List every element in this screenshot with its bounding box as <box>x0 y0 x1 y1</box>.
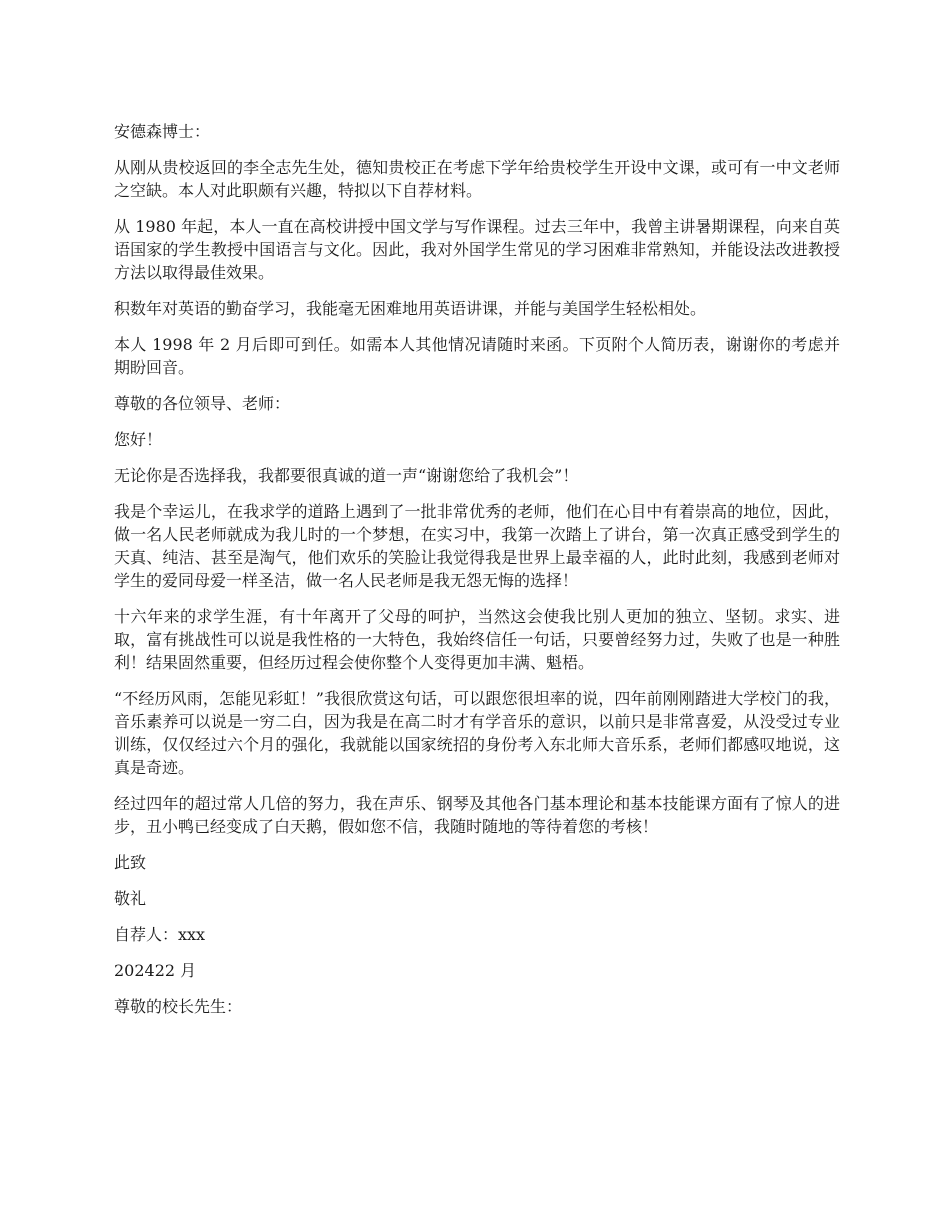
paragraph-intro: 从刚从贵校返回的李全志先生处，德知贵校正在考虑下学年给贵校学生开设中文课，或可有一中文老师之空缺。本人对此职颇有兴趣，特拟以下自荐材料。 <box>114 158 840 200</box>
paragraph-progress: 经过四年的超过常人几倍的努力，我在声乐、钢琴及其他各门基本理论和基本技能课方面有了惊人的进步，丑小鸭已经变成了白天鹅，假如您不信，我随时随地的等待着您的考核！ <box>114 794 840 836</box>
salutation-anderson: 安德森博士： <box>114 122 211 141</box>
salutation-principal: 尊敬的校长先生： <box>114 997 243 1016</box>
paragraph-availability: 本人 1998 年 2 月后即可到任。如需本人其他情况请随时来函。下页附个人简历表，谢谢你的考虑并期盼回音。 <box>114 335 840 377</box>
document-body <box>114 120 840 1031</box>
signature-line: 自荐人：xxx <box>114 925 206 944</box>
closing-jingli: 敬礼 <box>114 889 147 908</box>
paragraph-rainbow: “不经历风雨，怎能见彩虹！”我很欣赏这句话，可以跟您很坦率的说，四年前刚刚踏进大学校门的我，音乐素养可以说是一穷二白，因为我是在高二时才有学音乐的意识，以前只是非常喜爱，从没受过专业训练，仅仅经过六个月的强化，我就能以国家统招的身份考入东北师大音乐系，老师们都感叹地说，这真是奇迹。 <box>114 689 840 777</box>
date-line: 202422 月 <box>114 961 197 980</box>
paragraph-study-years: 十六年来的求学生涯，有十年离开了父母的呵护，当然这会使我比别人更加的独立、坚韧。求实、进取，富有挑战性可以说是我性格的一大特色，我始终信任一句话，只要曾经努力过，失败了也是一种胜利！结果固然重要，但经历过程会使你整个人变得更加丰满、魁梧。 <box>114 607 840 672</box>
salutation-leaders: 尊敬的各位领导、老师： <box>114 394 291 413</box>
paragraph-thanks: 无论你是否选择我，我都要很真诚的道一声“谢谢您给了我机会”！ <box>114 466 579 485</box>
paragraph-experience: 从 1980 年起，本人一直在高校讲授中国文学与写作课程。过去三年中，我曾主讲暑期课程，向来自英语国家的学生教授中国语言与文化。因此，我对外国学生常见的学习困难非常熟知，并能设法改进教授方法以取得最佳效果。 <box>114 217 840 282</box>
greeting: 您好！ <box>114 430 163 449</box>
closing-cizhi: 此致 <box>114 853 147 872</box>
paragraph-english: 积数年对英语的勤奋学习，我能毫无困难地用英语讲课，并能与美国学生轻松相处。 <box>114 299 707 318</box>
paragraph-teachers: 我是个幸运儿，在我求学的道路上遇到了一批非常优秀的老师，他们在心目中有着崇高的地位，因此，做一名人民老师就成为我儿时的一个梦想，在实习中，我第一次踏上了讲台，第一次真正感受到学生的天真、纯洁、甚至是淘气，他们欢乐的笑脸让我觉得我是世界上最幸福的人，此时此刻，我感到老师对学生的爱同母爱一样圣洁，做一名人民老师是我无怨无悔的选择！ <box>114 502 840 590</box>
